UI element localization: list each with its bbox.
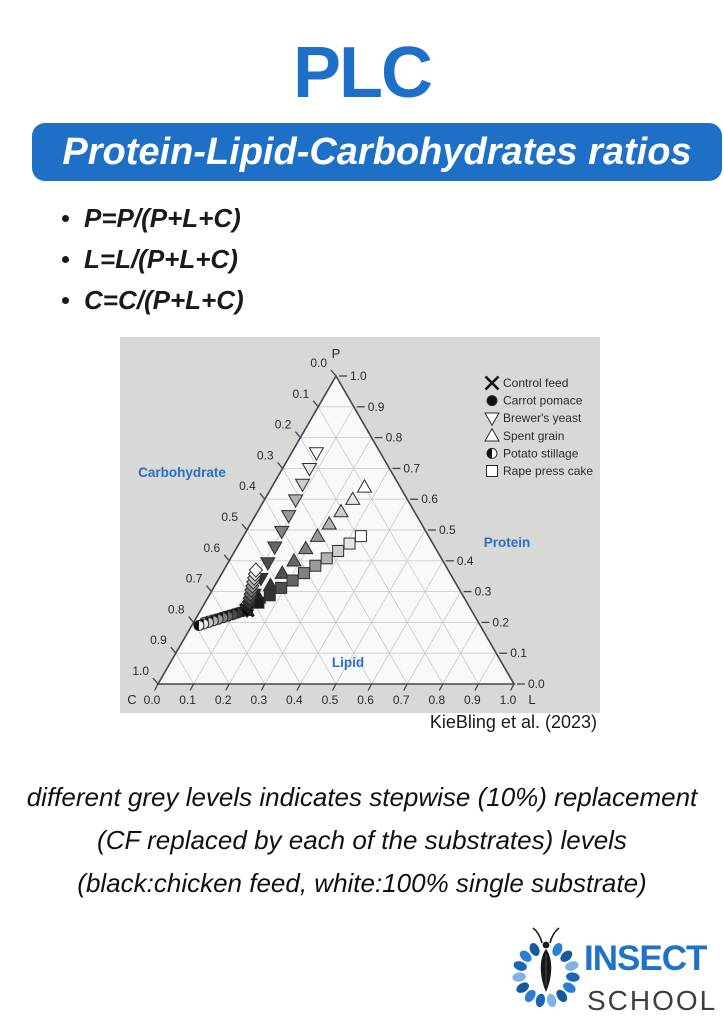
bullet-text: C=C/(P+L+C) (84, 285, 244, 315)
svg-text:Lipid: Lipid (331, 655, 365, 670)
legend-row (487, 394, 583, 408)
logo-subname-text: SCHOOL (587, 985, 718, 1016)
svg-text:Brewer's yeast: Brewer's yeast (503, 411, 582, 426)
page-title: PLC (293, 33, 431, 113)
legend-row (486, 376, 569, 390)
svg-text:1.0: 1.0 (132, 664, 149, 678)
svg-text:Spent grain: Spent grain (503, 428, 565, 443)
bullet-dot-icon (62, 256, 69, 263)
ternary-plot (120, 337, 600, 718)
svg-text:0.7: 0.7 (403, 461, 421, 476)
bullet-text: L=L/(P+L+C) (84, 244, 238, 274)
formula-bullet-list (62, 198, 244, 321)
svg-text:0.0: 0.0 (528, 677, 545, 691)
citation-text: KieBling et al. (2023) (429, 712, 597, 732)
ternary-plot-svg (120, 337, 600, 713)
svg-text:1.0: 1.0 (499, 693, 517, 707)
insect-school-logo (498, 922, 724, 1024)
caption-block (0, 776, 724, 905)
bullet-text: P=P/(P+L+C) (84, 203, 241, 233)
svg-text:0.2: 0.2 (492, 615, 510, 630)
svg-text:0.6: 0.6 (357, 693, 374, 707)
svg-text:0.3: 0.3 (256, 448, 274, 463)
bullet-dot-icon (62, 215, 69, 222)
logo-name-text: INSECT (584, 939, 707, 978)
svg-text:0.6: 0.6 (203, 540, 221, 555)
subtitle-banner-text: Protein-Lipid-Carbohydrates ratios (62, 130, 692, 173)
svg-text:0.8: 0.8 (167, 602, 185, 617)
svg-text:0.4: 0.4 (239, 479, 256, 494)
svg-text:0.0: 0.0 (310, 356, 327, 370)
legend-row (487, 446, 579, 460)
svg-text:0.5: 0.5 (439, 523, 456, 537)
svg-text:0.1: 0.1 (292, 386, 310, 401)
bullet-dot-icon (62, 297, 69, 304)
svg-text:0.8: 0.8 (428, 693, 446, 707)
insect-logo-svg (498, 922, 598, 1024)
logo-insect-body (533, 928, 559, 992)
ternary-plot-panel (120, 337, 600, 713)
svg-text:0.4: 0.4 (456, 553, 474, 568)
insect-logo-icon (498, 922, 598, 1024)
bullet-item-protein (62, 198, 244, 239)
svg-text:L: L (528, 692, 536, 707)
svg-text:Carbohydrate: Carbohydrate (138, 465, 226, 480)
svg-text:0.4: 0.4 (286, 693, 303, 707)
svg-text:0.3: 0.3 (474, 584, 492, 599)
svg-text:0.2: 0.2 (274, 417, 292, 432)
caption-line-2: (CF replaced by each of the substrates) levels (97, 825, 627, 855)
svg-text:0.1: 0.1 (510, 646, 527, 661)
svg-text:C: C (127, 692, 137, 707)
svg-text:0.5: 0.5 (321, 693, 339, 707)
svg-text:0.9: 0.9 (150, 633, 167, 648)
svg-text:0.3: 0.3 (250, 693, 268, 707)
svg-text:P: P (331, 346, 341, 361)
legend-row (485, 411, 582, 425)
svg-text:0.8: 0.8 (385, 430, 403, 445)
svg-text:0.7: 0.7 (392, 693, 410, 707)
svg-text:0.6: 0.6 (421, 492, 438, 507)
bullet-item-carbohydrate (62, 280, 244, 321)
svg-text:0.5: 0.5 (221, 510, 238, 524)
legend-row (485, 429, 564, 443)
svg-text:1.0: 1.0 (350, 369, 367, 383)
caption-line-1: different grey levels indicates stepwise (10%) replacement (26, 782, 698, 812)
svg-text:Protein: Protein (483, 535, 531, 550)
svg-text:0.1: 0.1 (179, 693, 196, 707)
svg-text:0.7: 0.7 (185, 571, 203, 586)
plot-legend (485, 376, 593, 478)
svg-text:Control feed: Control feed (503, 376, 569, 390)
bullet-item-lipid (62, 239, 244, 280)
svg-text:0.9: 0.9 (367, 399, 385, 414)
svg-text:0.9: 0.9 (464, 693, 481, 707)
svg-text:Carrot pomace: Carrot pomace (503, 393, 583, 408)
svg-text:Potato stillage: Potato stillage (503, 446, 579, 461)
svg-text:0.0: 0.0 (143, 693, 161, 707)
svg-text:0.2: 0.2 (214, 693, 232, 707)
subtitle-banner (32, 123, 722, 181)
svg-text:Rape press cake: Rape press cake (503, 464, 594, 478)
caption-line-3: (black:chicken feed, white:100% single substrate) (77, 868, 647, 898)
legend-row (487, 464, 594, 478)
